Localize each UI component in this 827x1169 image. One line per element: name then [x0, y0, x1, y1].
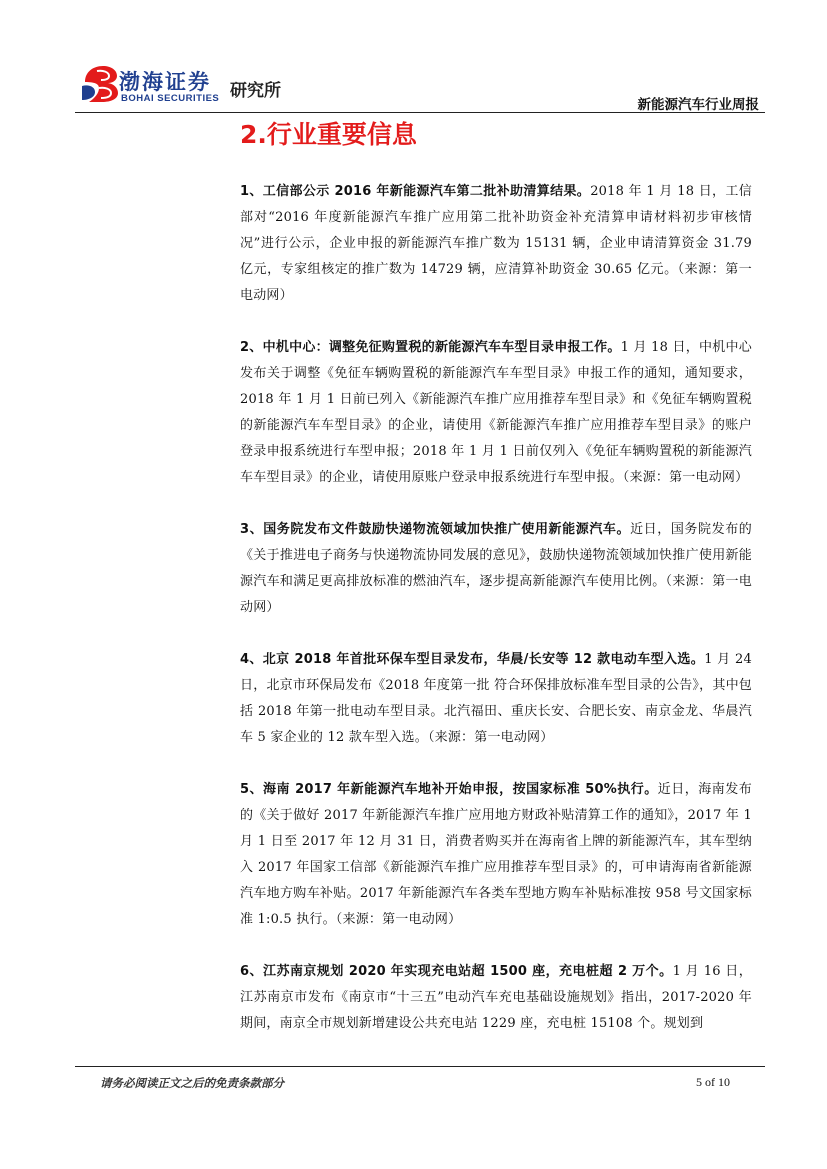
- news-item-body: 1 月 24 日，北京市环保局发布《2018 年度第一批 符合环保排放标准车型目录的公告》，其中包括 2018 年第一批电动车型目录。北汽福田、重庆长安、合肥长安、南京金龙、华晨汽车 5 家企业的 12 款车型入选。（来源：第一电动网）: [240, 652, 752, 745]
- footer-divider: [75, 1066, 765, 1067]
- news-item-body: 近日，国务院发布的《关于推进电子商务与快递物流协同发展的意见》，鼓励快递物流领域加快推广使用新能源汽车和满足更高排放标准的燃油汽车，逐步提高新能源汽车使用比例。（来源：第一电动网）: [240, 522, 752, 615]
- page-header: [75, 58, 765, 116]
- news-item: [240, 517, 752, 621]
- logo-en: BOHAI SECURITIES: [121, 93, 220, 104]
- header-divider: [75, 112, 765, 113]
- section-title: 2.行业重要信息: [240, 120, 417, 149]
- news-item-body: 1 月 18 日，中机中心发布关于调整《免征车辆购置税的新能源汽车车型目录》申报工作的通知，通知要求，2018 年 1 月 1 日前已列入《新能源汽车推广应用推荐车型目录》和《免征车辆购置税的新能源汽车车型目录》的企业，请使用《新能源汽车推广应用推荐车型目录》的账户登录申报系统进行车型申报；2018 年 1 月 1 日前仅列入《免征车辆购置税的新能源汽车车型目录》的企业，请使用原账户登录申报系统进行车型申报。（来源：第一电动网）: [240, 340, 752, 485]
- news-item-body: 2018 年 1 月 18 日，工信部对“2016 年度新能源汽车推广应用第二批补助资金补充清算申请材料初步审核情况”进行公示，企业申报的新能源汽车推广数为 15131 辆，企业申请清算资金 31.79 亿元，专家组核定的推广数为 14729 辆，应清算补助资金 30.65 亿元。（来源：第一电动网）: [240, 184, 752, 303]
- news-item-title: 3、国务院发布文件鼓励快递物流领域加快推广使用新能源汽车。: [240, 522, 631, 537]
- news-item: [240, 179, 752, 309]
- news-item: [240, 647, 752, 751]
- logo-subtitle: 研究所: [230, 81, 281, 101]
- news-item-title: 4、北京 2018 年首批环保车型目录发布，华晨/长安等 12 款电动车型入选。: [240, 652, 705, 667]
- news-item-body: 1 月 16 日，江苏南京市发布《南京市“十三五”电动汽车充电基础设施规划》指出，2017-2020 年期间，南京全市规划新增建设公共充电站 1229 座，充电桩 15108 个。规划到: [240, 964, 752, 1031]
- news-item-title: 1、工信部公示 2016 年新能源汽车第二批补助清算结果。: [240, 184, 591, 199]
- main-content: [240, 117, 752, 1063]
- news-item: [240, 335, 752, 491]
- logo-cn: 渤海证券: [119, 70, 211, 94]
- report-name: 新能源汽车行业周报: [637, 97, 759, 113]
- news-item-title: 6、江苏南京规划 2020 年实现充电站超 1500 座，充电桩超 2 万个。: [240, 964, 673, 979]
- page-number: 5 of 10: [696, 1075, 730, 1089]
- news-item-title: 2、中机中心：调整免征购置税的新能源汽车车型目录申报工作。: [240, 340, 621, 355]
- news-item: [240, 959, 752, 1037]
- disclaimer-note: 请务必阅读正文之后的免责条款部分: [100, 1076, 284, 1090]
- news-item-body: 近日，海南发布的《关于做好 2017 年新能源汽车推广应用地方财政补贴清算工作的通知》，2017 年 1 月 1 日至 2017 年 12 月 31 日，消费者购买并在海南省上牌的新能源汽车，其车型纳入 2017 年国家工信部《新能源汽车推广应用推荐车型目录》的，可申请海南省新能源汽车地方购车补贴。2017 年新能源汽车各类车型地方购车补贴标准按 958 号文国家标准 1:0.5 执行。（来源：第一电动网）: [240, 782, 752, 927]
- news-item: [240, 777, 752, 933]
- bohai-logo-icon: [79, 62, 121, 102]
- news-item-title: 5、海南 2017 年新能源汽车地补开始申报，按国家标准 50%执行。: [240, 782, 658, 797]
